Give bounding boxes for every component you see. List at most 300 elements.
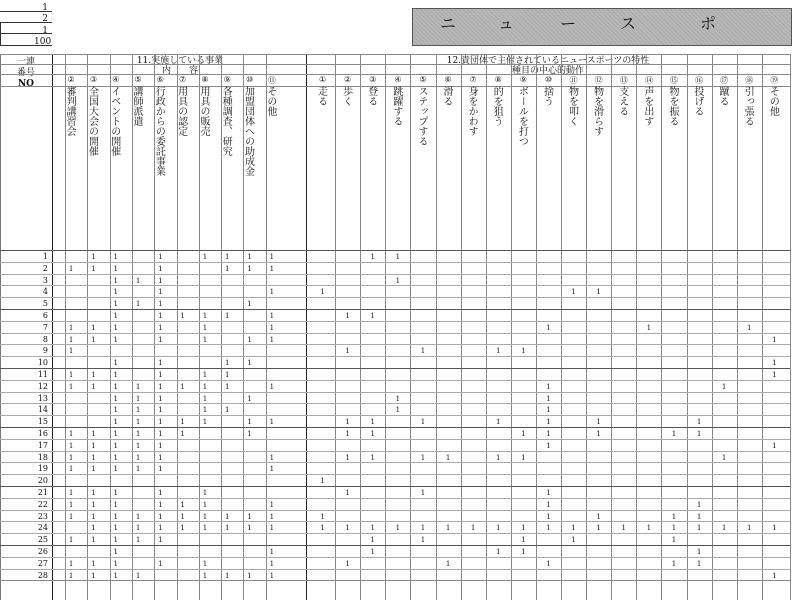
cell-mark: 1 xyxy=(113,300,118,309)
cell-mark: 1 xyxy=(180,500,185,509)
cell-mark: 1 xyxy=(546,323,551,332)
row-line xyxy=(0,415,790,416)
cell-mark: 1 xyxy=(113,453,118,462)
cell-mark: 1 xyxy=(370,536,375,545)
cell-mark: 1 xyxy=(269,382,275,391)
top-box-line xyxy=(0,11,52,12)
row-line xyxy=(0,545,790,546)
cell-mark: 1 xyxy=(68,323,74,332)
cell-mark: 1 xyxy=(180,312,185,320)
cell-mark: 1 xyxy=(370,418,375,427)
cell-mark: 1 xyxy=(202,418,208,427)
column-label: 引っ張る xyxy=(742,86,754,126)
cell-mark: 1 xyxy=(91,371,96,379)
cell-mark: 1 xyxy=(496,524,501,533)
cell-mark: 1 xyxy=(68,500,74,509)
column-label: 滑る xyxy=(441,86,453,106)
cell-mark: 1 xyxy=(113,323,118,332)
section11-title: 11.実施している事業 xyxy=(136,56,224,66)
column-number: ⑤ xyxy=(134,75,142,84)
cell-mark: 1 xyxy=(158,312,163,320)
cell-mark: 1 xyxy=(370,253,375,261)
cell-mark: 1 xyxy=(113,359,118,368)
cell-mark: 1 xyxy=(395,276,401,285)
cell-mark: 1 xyxy=(91,512,96,521)
cell-mark: 1 xyxy=(135,406,141,415)
grid-vline xyxy=(661,54,662,600)
cell-mark: 1 xyxy=(113,382,118,391)
cell-mark: 1 xyxy=(247,394,252,403)
cell-mark: 1 xyxy=(158,288,163,297)
grid-vline-left xyxy=(0,54,1,600)
banner-char: ー xyxy=(560,14,577,33)
cell-mark: 1 xyxy=(91,453,96,462)
cell-mark: 1 xyxy=(135,465,141,474)
column-label: 投げる xyxy=(692,86,704,116)
cell-mark: 1 xyxy=(470,524,476,533)
row-number: 13 xyxy=(37,393,48,403)
cell-mark: 1 xyxy=(370,453,375,462)
cell-mark: 1 xyxy=(158,559,163,568)
cell-mark: 1 xyxy=(521,430,526,438)
cell-mark: 1 xyxy=(225,571,230,580)
row-number: 27 xyxy=(37,558,48,568)
cell-mark: 1 xyxy=(546,559,551,568)
cell-mark: 1 xyxy=(180,524,185,533)
cell-mark: 1 xyxy=(269,418,275,427)
column-label: 用具の認定 xyxy=(175,86,187,136)
cell-mark: 1 xyxy=(68,264,74,273)
grid-vline xyxy=(790,54,791,600)
column-number: ⑫ xyxy=(594,76,603,85)
cell-mark: 1 xyxy=(225,382,230,391)
cell-mark: 1 xyxy=(772,441,777,450)
row-line xyxy=(0,403,790,404)
cell-mark: 1 xyxy=(772,524,777,533)
cell-mark: 1 xyxy=(320,512,325,521)
column-number: ① xyxy=(318,75,327,84)
column-label: 行政からの委託事業 xyxy=(153,86,165,176)
cell-mark: 1 xyxy=(158,418,163,427)
cell-mark: 1 xyxy=(158,524,163,533)
row-line xyxy=(0,321,790,322)
cell-mark: 1 xyxy=(671,536,677,545)
grid-vline xyxy=(52,54,53,600)
cell-mark: 1 xyxy=(596,418,601,427)
cell-mark: 1 xyxy=(496,418,501,427)
cell-mark: 1 xyxy=(546,441,551,450)
column-label: ボールを打つ xyxy=(516,86,528,146)
row-number: 19 xyxy=(37,464,48,474)
cell-mark: 1 xyxy=(113,371,118,379)
cell-mark: 1 xyxy=(202,559,208,568)
row-line xyxy=(0,356,790,357)
cell-mark: 1 xyxy=(420,524,426,533)
cell-mark: 1 xyxy=(68,465,74,474)
row-line xyxy=(0,368,790,369)
cell-mark: 1 xyxy=(68,347,74,356)
cell-mark: 1 xyxy=(113,489,118,497)
cell-mark: 1 xyxy=(68,382,74,391)
cell-mark: 1 xyxy=(91,323,96,332)
column-label: 捨う xyxy=(541,86,553,106)
cell-mark: 1 xyxy=(496,453,501,462)
cell-mark: 1 xyxy=(696,548,702,556)
row-number: 18 xyxy=(37,452,48,462)
grid-vline xyxy=(385,54,386,600)
cell-mark: 1 xyxy=(202,253,208,261)
row-number: 17 xyxy=(37,440,48,450)
cell-mark: 1 xyxy=(445,559,451,568)
cell-mark: 1 xyxy=(521,347,526,356)
cell-mark: 1 xyxy=(370,548,375,556)
cell-mark: 1 xyxy=(671,430,677,438)
column-label: 物を叩く xyxy=(566,86,578,126)
cell-mark: 1 xyxy=(596,430,601,438)
cell-mark: 1 xyxy=(91,489,96,497)
column-label: 的を狙う xyxy=(491,86,503,126)
row-line xyxy=(0,521,790,522)
cell-mark: 1 xyxy=(180,430,185,438)
cell-mark: 1 xyxy=(596,524,601,533)
column-number: ⑱ xyxy=(745,76,754,85)
cell-mark: 1 xyxy=(345,418,350,427)
column-label: イベントの開催 xyxy=(108,86,120,156)
cell-mark: 1 xyxy=(546,418,551,427)
cell-mark: 1 xyxy=(445,524,451,533)
banner-char: ポ xyxy=(700,14,717,33)
cell-mark: 1 xyxy=(158,394,163,403)
cell-mark: 1 xyxy=(158,253,163,261)
cell-mark: 1 xyxy=(91,253,96,261)
cell-mark: 1 xyxy=(68,335,74,344)
cell-mark: 1 xyxy=(180,418,185,427)
column-label: その他 xyxy=(264,86,276,116)
cell-mark: 1 xyxy=(113,394,118,403)
banner-char: ュ xyxy=(498,14,515,33)
cell-mark: 1 xyxy=(646,323,652,332)
top-number: 1 xyxy=(42,3,48,13)
column-number: ⑤ xyxy=(419,75,427,84)
grid-vline xyxy=(410,54,411,600)
cell-mark: 1 xyxy=(320,288,325,297)
cell-mark: 1 xyxy=(395,253,401,261)
cell-mark: 1 xyxy=(113,276,118,285)
cell-mark: 1 xyxy=(420,489,426,497)
grid-vline xyxy=(436,54,437,600)
column-number: ⑬ xyxy=(619,76,628,85)
grid-vline xyxy=(586,54,587,600)
column-number: ⑯ xyxy=(695,76,704,85)
cell-mark: 1 xyxy=(68,489,74,497)
row-number: 20 xyxy=(37,476,48,486)
cell-mark: 1 xyxy=(68,559,74,568)
cell-mark: 1 xyxy=(721,524,727,533)
column-label: 跳躍する xyxy=(390,86,402,126)
row-line xyxy=(0,474,790,475)
cell-mark: 1 xyxy=(247,524,252,533)
label-renban: 一連 xyxy=(16,57,35,67)
grid-vline xyxy=(266,54,267,600)
cell-mark: 1 xyxy=(113,253,118,261)
cell-mark: 1 xyxy=(546,394,551,403)
row-number: 1 xyxy=(42,252,48,261)
cell-mark: 1 xyxy=(91,571,96,580)
cell-mark: 1 xyxy=(721,382,727,391)
label-bangou: 番号 xyxy=(16,68,35,78)
cell-mark: 1 xyxy=(571,288,576,297)
cell-mark: 1 xyxy=(91,264,96,273)
cell-mark: 1 xyxy=(68,441,74,450)
cell-mark: 1 xyxy=(370,430,375,438)
cell-mark: 1 xyxy=(68,571,74,580)
row-number: 11 xyxy=(37,370,48,379)
cell-mark: 1 xyxy=(113,465,118,474)
grid-vline xyxy=(762,54,763,600)
row-number: 6 xyxy=(42,311,48,320)
cell-mark: 1 xyxy=(596,288,601,297)
cell-mark: 1 xyxy=(158,465,163,474)
cell-mark: 1 xyxy=(135,418,141,427)
row-line xyxy=(0,427,790,428)
row-line xyxy=(0,510,790,511)
header-hline xyxy=(0,54,790,55)
cell-mark: 1 xyxy=(202,394,208,403)
cell-mark: 1 xyxy=(496,548,501,556)
cell-mark: 1 xyxy=(91,430,96,438)
cell-mark: 1 xyxy=(696,500,702,509)
cell-mark: 1 xyxy=(247,300,252,309)
cell-mark: 1 xyxy=(135,571,141,580)
row-line xyxy=(0,569,790,570)
cell-mark: 1 xyxy=(269,559,275,568)
column-number: ⑪ xyxy=(569,76,578,85)
cell-mark: 1 xyxy=(395,406,401,415)
row-number: 28 xyxy=(37,570,48,580)
cell-mark: 1 xyxy=(496,347,501,356)
column-label: 支える xyxy=(616,86,628,116)
row-number: 26 xyxy=(37,547,48,556)
cell-mark: 1 xyxy=(521,453,526,462)
row-line xyxy=(0,380,790,381)
row-line xyxy=(0,498,790,499)
grid-vline xyxy=(611,54,612,600)
cell-mark: 1 xyxy=(320,477,325,486)
row-number: 7 xyxy=(42,322,48,332)
top-number: 1 xyxy=(42,26,48,36)
column-label: ステップする xyxy=(415,86,427,146)
banner-char: ニ xyxy=(440,14,457,33)
column-label: 講師派遣 xyxy=(131,86,143,126)
grid-vline xyxy=(536,54,537,600)
top-box-border xyxy=(0,22,53,45)
column-number: ③ xyxy=(89,75,98,84)
cell-mark: 1 xyxy=(571,536,576,545)
row-line xyxy=(0,262,790,263)
row-number: 16 xyxy=(37,429,48,438)
cell-mark: 1 xyxy=(345,559,350,568)
cell-mark: 1 xyxy=(113,524,118,533)
banner-box xyxy=(412,8,792,46)
cell-mark: 1 xyxy=(135,524,141,533)
column-label: その他 xyxy=(767,86,779,116)
cell-mark: 1 xyxy=(269,500,275,509)
cell-mark: 1 xyxy=(202,335,208,344)
cell-mark: 1 xyxy=(202,312,208,320)
cell-mark: 1 xyxy=(546,500,551,509)
cell-mark: 1 xyxy=(91,335,96,344)
column-label: 加盟団体への助成金 xyxy=(242,86,254,176)
column-number: ③ xyxy=(369,75,377,84)
row-number: 4 xyxy=(42,287,48,297)
cell-mark: 1 xyxy=(247,571,252,580)
cell-mark: 1 xyxy=(320,524,325,533)
cell-mark: 1 xyxy=(91,524,96,533)
column-label: 物を滑らす xyxy=(591,86,603,136)
cell-mark: 1 xyxy=(158,323,163,332)
column-number: ⑮ xyxy=(669,76,678,85)
cell-mark: 1 xyxy=(158,536,163,545)
cell-mark: 1 xyxy=(269,264,275,273)
cell-mark: 1 xyxy=(225,524,230,533)
cell-mark: 1 xyxy=(202,571,208,580)
column-number: ② xyxy=(67,75,75,84)
cell-mark: 1 xyxy=(113,418,118,427)
cell-mark: 1 xyxy=(546,512,551,521)
cell-mark: 1 xyxy=(180,382,185,391)
cell-mark: 1 xyxy=(420,536,426,545)
cell-mark: 1 xyxy=(225,312,230,320)
cell-mark: 1 xyxy=(158,512,163,521)
cell-mark: 1 xyxy=(546,489,551,497)
row-number: 24 xyxy=(37,523,48,533)
cell-mark: 1 xyxy=(269,323,275,332)
cell-mark: 1 xyxy=(68,371,74,379)
row-line xyxy=(0,392,790,393)
cell-mark: 1 xyxy=(158,500,163,509)
cell-mark: 1 xyxy=(772,335,777,344)
cell-mark: 1 xyxy=(247,430,252,438)
top-number: 2 xyxy=(42,14,48,24)
cell-mark: 1 xyxy=(621,524,626,533)
cell-mark: 1 xyxy=(546,406,551,415)
column-label: 身をかわす xyxy=(466,86,478,136)
cell-mark: 1 xyxy=(225,264,230,273)
row-number: 2 xyxy=(42,263,48,273)
cell-mark: 1 xyxy=(345,453,350,462)
cell-mark: 1 xyxy=(135,441,141,450)
cell-mark: 1 xyxy=(113,571,118,580)
cell-mark: 1 xyxy=(91,500,96,509)
cell-mark: 1 xyxy=(671,524,677,533)
cell-mark: 1 xyxy=(135,276,141,285)
cell-mark: 1 xyxy=(113,264,118,273)
row-number: 9 xyxy=(42,346,48,356)
cell-mark: 1 xyxy=(113,312,118,320)
cell-mark: 1 xyxy=(345,347,350,356)
cell-mark: 1 xyxy=(370,524,375,533)
row-number: 14 xyxy=(37,405,48,415)
column-number: ⑥ xyxy=(156,75,164,84)
cell-mark: 1 xyxy=(158,371,163,379)
row-line xyxy=(0,285,790,286)
row-line xyxy=(0,297,790,298)
cell-mark: 1 xyxy=(345,524,350,533)
cell-mark: 1 xyxy=(135,536,141,545)
column-label: 走る xyxy=(315,86,327,106)
row-number: 12 xyxy=(37,381,48,391)
column-label: 声を出す xyxy=(641,86,653,126)
cell-mark: 1 xyxy=(772,359,777,368)
cell-mark: 1 xyxy=(521,548,526,556)
row-line-end xyxy=(0,580,790,581)
cell-mark: 1 xyxy=(113,335,118,344)
banner-char: ス xyxy=(620,14,637,33)
cell-mark: 1 xyxy=(721,453,727,462)
column-number: ⑩ xyxy=(544,75,553,84)
row-line xyxy=(0,250,790,251)
cell-mark: 1 xyxy=(158,335,163,344)
cell-mark: 1 xyxy=(521,524,526,533)
cell-mark: 1 xyxy=(158,430,163,438)
cell-mark: 1 xyxy=(225,371,230,379)
row-line xyxy=(0,439,790,440)
cell-mark: 1 xyxy=(113,500,118,509)
cell-mark: 1 xyxy=(68,453,74,462)
column-number: ⑨ xyxy=(223,75,231,84)
cell-mark: 1 xyxy=(269,548,275,556)
top-box-line xyxy=(0,45,52,46)
cell-mark: 1 xyxy=(247,418,252,427)
cell-mark: 1 xyxy=(158,276,163,285)
cell-mark: 1 xyxy=(345,489,350,497)
column-label: 全国大会の開催 xyxy=(86,86,98,156)
cell-mark: 1 xyxy=(225,406,230,415)
grid-vline xyxy=(636,54,637,600)
cell-mark: 1 xyxy=(135,430,141,438)
column-number: ⑰ xyxy=(720,76,729,85)
cell-mark: 1 xyxy=(269,465,275,474)
cell-mark: 1 xyxy=(671,559,677,568)
cell-mark: 1 xyxy=(91,441,96,450)
cell-mark: 1 xyxy=(202,500,208,509)
grid-vline xyxy=(360,54,361,600)
cell-mark: 1 xyxy=(269,288,275,297)
cell-mark: 1 xyxy=(113,288,118,297)
row-line xyxy=(0,486,790,487)
cell-mark: 1 xyxy=(772,571,777,580)
cell-mark: 1 xyxy=(747,323,752,332)
cell-mark: 1 xyxy=(247,512,252,521)
cell-mark: 1 xyxy=(395,394,401,403)
header-hline xyxy=(0,64,790,65)
cell-mark: 1 xyxy=(546,524,551,533)
cell-mark: 1 xyxy=(91,536,96,545)
cell-mark: 1 xyxy=(113,559,118,568)
column-number: ④ xyxy=(394,75,402,84)
cell-mark: 1 xyxy=(546,382,551,391)
cell-mark: 1 xyxy=(91,465,96,474)
cell-mark: 1 xyxy=(91,382,96,391)
cell-mark: 1 xyxy=(68,536,74,545)
grid-vline xyxy=(486,54,487,600)
row-number: 22 xyxy=(37,499,48,509)
row-number: 10 xyxy=(37,358,48,368)
cell-mark: 1 xyxy=(225,359,230,368)
grid-vline xyxy=(687,54,688,600)
row-number: 3 xyxy=(42,275,48,285)
cell-mark: 1 xyxy=(202,323,208,332)
